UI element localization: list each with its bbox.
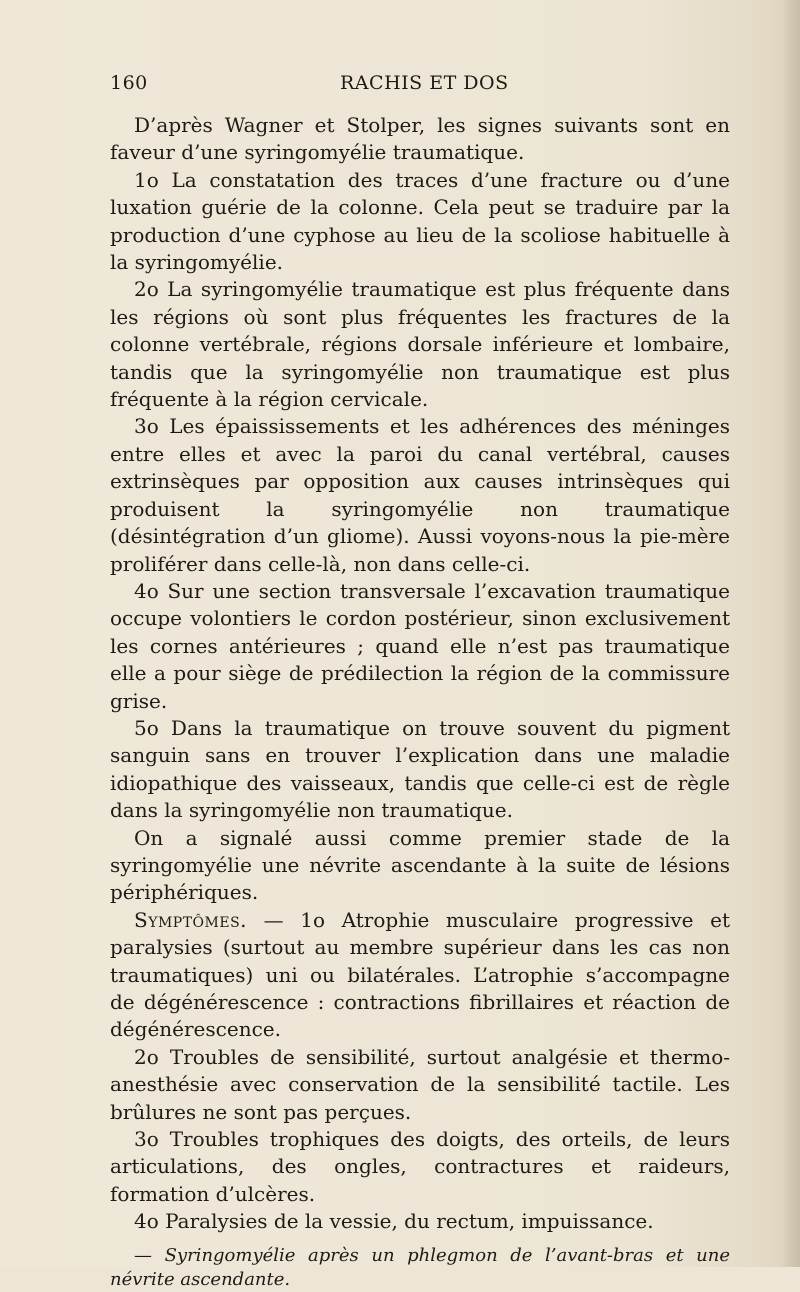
paragraph-symptom-4: 4o Paralysies de la vessie, du rectum, impuissance. (134, 1209, 654, 1234)
page-number: 160 (110, 72, 148, 94)
body-text (110, 112, 730, 1292)
paragraph-sign-2: 2o La syringomyélie traumatique est plus fréquente dans les régions où sont plus fréquentes les fractures de la colonne vertébrale, régions dorsale inférieure et lombaire, tandis que la syringomyélie non traumatique est plus fréquente à la région cervicale. (110, 277, 730, 412)
paragraph-sign-3: 3o Les épaississements et les adhérences des méninges entre elles et avec la paroi du canal vertébral, causes extrinsèques par opposition aux causes intrinsèques qui produisent la syringomyélie non traumatique (désintégration d’un gliome). Aussi voyons-nous la pie-mère proliférer dans celle-là, non dans celle-ci. (110, 414, 730, 576)
page-edge-shadow (782, 0, 800, 1267)
paragraph-sign-5: 5o Dans la traumatique on trouve souvent du pigment sanguin sans en trouver l’explication dans une maladie idiopathique des vaisseaux, tandis que celle-ci est de règle dans la syringomyélie non traumatique. (110, 715, 730, 823)
paragraph-symptoms-1 (110, 907, 730, 1044)
running-title: RACHIS ET DOS (340, 72, 509, 94)
paragraph-sign-4: 4o Sur une section transversale l’excavation traumatique occupe volontiers le cordon postérieur, sinon exclusivement les cornes antérieures ; quand elle n’est pas traumatique elle a pour siège de prédilection la région de la commissure grise. (110, 578, 730, 713)
paragraph-sign-1: 1o La constatation des traces d’une fracture ou d’une luxation guérie de la colonne. Cela peut se traduire par la production d’une cyphose au lieu de la scoliose habituelle à la syringomyélie. (110, 167, 730, 275)
paragraph-symptom-2: 2o Troubles de sensibilité, surtout analgésie et thermo-anesthésie avec conservation de la sensibilité tactile. Les brûlures ne sont pas perçues. (110, 1044, 730, 1124)
paragraph-intro: D’après Wagner et Stolper, les signes suivants sont en faveur d’une syringomyélie traumatique. (110, 113, 730, 165)
figure-caption: — Syringomyélie après un phlegmon de l’avant-bras et une névrite ascendante. (110, 1244, 730, 1290)
symptoms-heading: Symptômes. (134, 907, 248, 932)
running-header (110, 72, 730, 102)
symptom-1-text: — 1o Atrophie musculaire progressive et paralysies (surtout au membre supérieur dans les cas non traumatiques) uni ou bilatérales. L’atrophie s’accompagne de dégénérescence : contractions fibrillaires et réaction de dégénérescence. (110, 907, 730, 1042)
paragraph-neuritis: On a signalé aussi comme premier stade de la syringomyélie une névrite ascendante à la suite de lésions périphériques. (110, 825, 730, 905)
paragraph-symptom-3: 3o Troubles trophiques des doigts, des orteils, de leurs articulations, des ongles, contractures et raideurs, formation d’ulcères. (110, 1127, 730, 1206)
